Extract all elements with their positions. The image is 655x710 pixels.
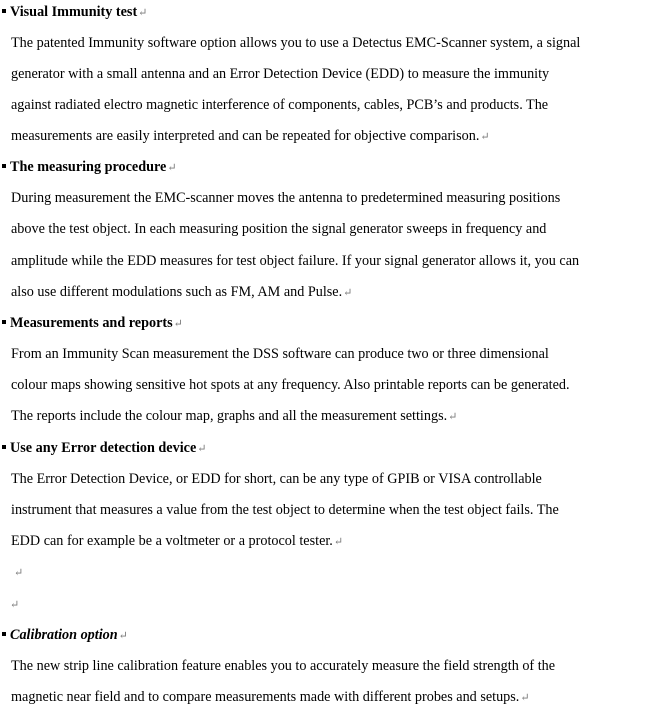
paragraph-mark-icon: ↵ [173, 318, 183, 330]
paragraph-mark-icon: ↵ [480, 131, 490, 143]
body-text: also use different modulations such as FM, AM and Pulse. [11, 284, 343, 300]
body-text-line-last [11, 532, 343, 551]
section-heading-measuring-procedure [0, 158, 177, 177]
body-text-line: The Error Detection Device, or EDD for short, can be any type of GPIB or VISA controllable [11, 471, 542, 487]
bullet-icon [2, 164, 6, 168]
paragraph-mark-icon: ↵ [520, 692, 530, 704]
empty-paragraph [13, 563, 23, 582]
bullet-icon [2, 320, 6, 324]
paragraph-mark-icon: ↵ [10, 599, 20, 611]
paragraph-mark-icon: ↵ [333, 536, 344, 548]
paragraph-mark-icon: ↵ [343, 287, 353, 299]
body-text: The reports include the colour map, graphs and all the measurement settings. [11, 408, 448, 424]
body-text: magnetic near field and to compare measurements made with different probes and setups. [11, 689, 520, 705]
paragraph-mark-icon: ↵ [14, 567, 24, 579]
section-heading-error-detection [0, 439, 206, 458]
body-text-line: The patented Immunity software option allows you to use a Detectus EMC-Scanner system, a signal [11, 35, 581, 51]
body-text-line-last [11, 688, 530, 707]
body-text-line-last [11, 127, 490, 146]
heading-text: Calibration option [10, 627, 118, 643]
section-heading-calibration [0, 626, 128, 645]
section-heading-measurements-reports [0, 314, 183, 333]
body-text: measurements are easily interpreted and can be repeated for objective comparison. [11, 128, 480, 144]
bullet-icon [2, 9, 6, 13]
body-text-line: generator with a small antenna and an Error Detection Device (EDD) to measure the immunity [11, 66, 550, 82]
section-heading-visual-immunity [0, 3, 147, 22]
body-text-line: colour maps showing sensitive hot spots at any frequency. Also printable reports can be generated. [11, 377, 570, 393]
bullet-icon [2, 632, 6, 636]
paragraph-mark-icon: ↵ [448, 411, 458, 423]
paragraph-mark-icon: ↵ [197, 443, 207, 455]
body-text-line: above the test object. In each measuring position the signal generator sweeps in frequency and [11, 221, 547, 237]
body-text-line: From an Immunity Scan measurement the DSS software can produce two or three dimensional [11, 346, 549, 362]
body-text-line: The new strip line calibration feature enables you to accurately measure the field strength of the [11, 658, 556, 674]
paragraph-mark-icon: ↵ [167, 162, 177, 174]
heading-text: Use any Error detection device [10, 440, 197, 456]
body-text-line: amplitude while the EDD measures for test object failure. If your signal generator allows it, you can [11, 253, 580, 269]
body-text-line: against radiated electro magnetic interference of components, cables, PCB’s and products. The [11, 97, 549, 113]
heading-text: Measurements and reports [10, 315, 173, 331]
body-text-line: instrument that measures a value from the test object to determine when the test object fails. The [11, 502, 559, 518]
body-text-line: During measurement the EMC-scanner moves the antenna to predetermined measuring positions [11, 190, 561, 206]
body-text-line-last [11, 283, 352, 302]
empty-paragraph [9, 595, 19, 614]
paragraph-mark-icon: ↵ [118, 630, 128, 642]
body-text: EDD can for example be a voltmeter or a protocol tester. [11, 533, 333, 549]
bullet-icon [2, 445, 6, 449]
body-text-line-last [11, 407, 457, 426]
heading-text: The measuring procedure [10, 159, 167, 175]
paragraph-mark-icon: ↵ [138, 7, 148, 19]
heading-text: Visual Immunity test [10, 4, 138, 20]
